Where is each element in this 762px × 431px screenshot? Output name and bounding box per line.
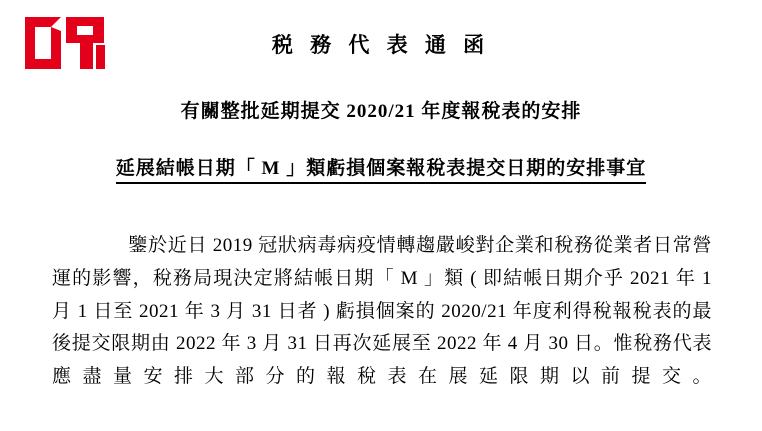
document-heading-underlined (40, 154, 722, 184)
paragraph-text: 鑒於近日 2019 冠狀病毒病疫情轉趨嚴峻對企業和稅務從業者日常營運的影響，稅務局現決定將結帳日期「 M 」類 ( 即結帳日期介乎 2021 年 1 月 1 日至 2021 年 3 月 31 日者 ) 虧損個案的 2020/21 年度利得稅報稅表的最後提交限期由 2022 年 3 月 31 日再次延展至 2022 年 4 月 30 日。惟稅務代表應盡量安排大部分的報稅表在展延限期以前提交。 (52, 235, 712, 388)
heading-underline-text: 延展結帳日期「 M 」類虧損個案報稅表提交日期的安排事宜 (116, 158, 646, 184)
document-paragraph (40, 230, 722, 393)
document-subtitle: 有關整批延期提交 2020/21 年度報稅表的安排 (180, 100, 582, 122)
page-title: 税 務 代 表 通 函 (271, 33, 491, 57)
or-logo-icon (22, 14, 108, 72)
